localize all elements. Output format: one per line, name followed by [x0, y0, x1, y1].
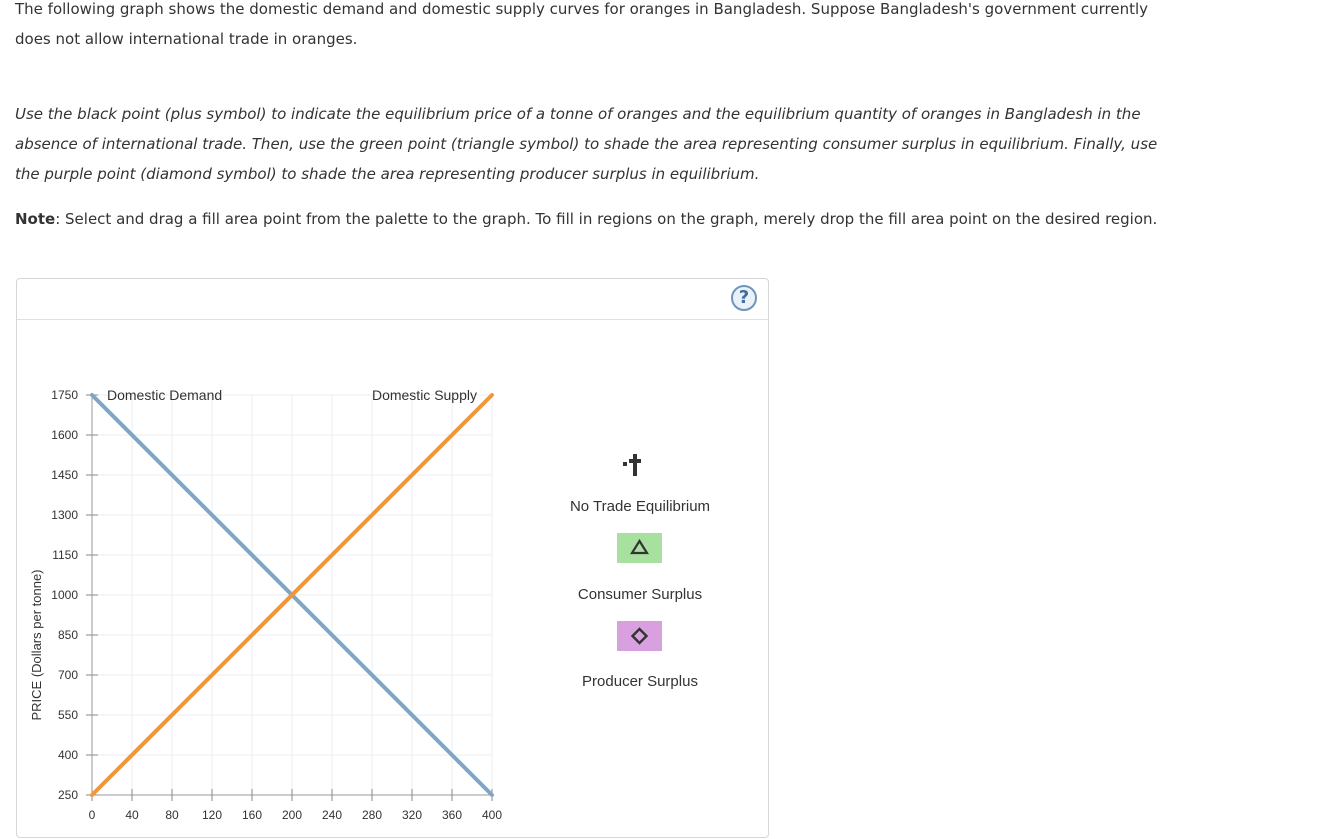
supply-curve-label: Domestic Supply [371, 387, 477, 403]
diamond-icon [617, 621, 662, 651]
note-paragraph [15, 204, 1165, 234]
y-tick-label: 850 [57, 628, 78, 642]
note-text: : Select and drag a fill area point from the palette to the graph. To fill in regions on the graph, merely drop the fill area point on the desired region. [55, 210, 1158, 228]
x-tick-label: 80 [165, 808, 179, 822]
y-tick-label: 1150 [52, 548, 78, 562]
consumer-surplus-swatch[interactable] [617, 533, 662, 563]
palette-label-no-trade-equilibrium: No Trade Equilibrium [569, 498, 711, 515]
help-button[interactable]: ? [731, 285, 757, 311]
y-tick-label: 1750 [51, 388, 78, 402]
swatch-bg [617, 533, 662, 563]
instructions-paragraph: Use the black point (plus symbol) to indicate the equilibrium price of a tonne of oranges and the equilibrium quantity of oranges in Bangladesh in the absence of international trade. Then, use the green point (triangle symbol) to shade the area representing consumer surplus in equilibrium. Finally, use the purple point (diamond symbol) to shade the area representing producer surplus in equilibrium. [15, 105, 1158, 183]
palette-label-consumer-surplus: Consumer Surplus [577, 586, 703, 603]
graph-panel [16, 278, 769, 838]
triangle-icon [617, 533, 662, 563]
x-tick-label: 200 [281, 808, 303, 822]
y-tick-label: 700 [57, 668, 78, 682]
y-tick-label: 1000 [51, 588, 78, 602]
plus-icon[interactable] [621, 452, 649, 478]
x-tick-label: 400 [481, 808, 503, 822]
y-axis-label: PRICE (Dollars per tonne) [29, 569, 44, 721]
producer-surplus-swatch[interactable] [617, 621, 662, 651]
demand-curve-label: Domestic Demand [107, 387, 223, 403]
intro-paragraph: The following graph shows the domestic demand and domestic supply curves for oranges in Bangladesh. Suppose Bangladesh's government currently does not allow international trade in oranges. [15, 0, 1149, 48]
y-tick-label: 1450 [51, 468, 78, 482]
y-tick-label: 1600 [51, 428, 78, 442]
y-tick-label: 250 [57, 788, 78, 802]
x-tick-label: 0 [88, 808, 96, 822]
x-tick-label: 320 [401, 808, 423, 822]
x-tick-label: 240 [321, 808, 343, 822]
y-tick-label: 400 [57, 748, 78, 762]
x-tick-label: 120 [201, 808, 223, 822]
x-tick-label: 280 [361, 808, 383, 822]
x-tick-label: 40 [125, 808, 139, 822]
y-tick-label: 550 [57, 708, 78, 722]
x-tick-label: 360 [441, 808, 463, 822]
x-tick-label: 160 [241, 808, 263, 822]
palette-label-producer-surplus: Producer Surplus [582, 673, 698, 690]
y-tick-label: 1300 [51, 508, 78, 522]
swatch-bg [617, 621, 662, 651]
note-label: Note [15, 210, 56, 228]
